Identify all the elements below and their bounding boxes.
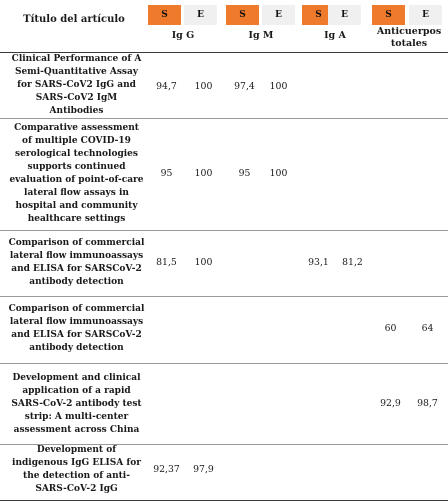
group-igg: Ig G bbox=[171, 30, 195, 41]
header-e-igm: E bbox=[262, 5, 295, 25]
header-e-iga: E bbox=[328, 5, 361, 25]
cell-2-igg-e: 100 bbox=[194, 168, 213, 179]
cell-2-igg-s: 95 bbox=[160, 168, 173, 179]
header-e-total: E bbox=[409, 5, 442, 25]
header-e-igg: E bbox=[184, 5, 217, 25]
group-iga: Ig A bbox=[324, 30, 346, 41]
cell-6-igg-s: 92,37 bbox=[153, 464, 180, 475]
cell-4-total-s: 60 bbox=[384, 323, 397, 334]
cell-4-total-e: 64 bbox=[421, 323, 434, 334]
group-total: Anticuerpos totales bbox=[376, 26, 442, 49]
cell-6-igg-e: 97,9 bbox=[193, 464, 214, 475]
row-title-3: Comparison of commercial lateral flow immunoassays and ELISA for SARSCoV-2 antibody detection bbox=[8, 238, 145, 287]
column-header-title: Título del artículo bbox=[23, 14, 125, 25]
row-divider bbox=[0, 296, 448, 297]
row-divider bbox=[0, 363, 448, 364]
row-title-2: Comparative assessment of multiple COVID-19 serological technologies supports continued evaluation of point-of-care lateral flow assays in hospital and community healthcare settings bbox=[9, 123, 144, 224]
cell-2-igm-s: 95 bbox=[238, 168, 251, 179]
cell-2-igm-e: 100 bbox=[269, 168, 288, 179]
header-s-iga: S bbox=[302, 5, 335, 25]
header-s-igg: S bbox=[148, 5, 181, 25]
cell-5-total-s: 92,9 bbox=[380, 398, 401, 409]
row-divider bbox=[0, 230, 448, 231]
row-title-6: Development of indigenous IgG ELISA for the detection of anti-SARS-CoV-2 IgG bbox=[12, 445, 141, 494]
row-title-4: Comparison of commercial lateral flow immunoassays and ELISA for SARSCoV-2 antibody detection bbox=[8, 304, 145, 353]
group-igm: Ig M bbox=[248, 30, 274, 41]
cell-1-igm-s: 97,4 bbox=[234, 81, 255, 92]
cell-3-iga-s: 93,1 bbox=[308, 257, 329, 268]
cell-1-igg-s: 94,7 bbox=[156, 81, 177, 92]
row-title-1: Clinical Performance of A Semi-Quantitative Assay for SARS-CoV2 IgG and SARS-CoV2 IgM Antibodies bbox=[11, 53, 142, 116]
cell-5-total-e: 98,7 bbox=[417, 398, 438, 409]
row-title-5: Development and clinical application of a rapid SARS-CoV-2 antibody test strip: A multi-center assessment across China bbox=[11, 372, 142, 435]
table-bottom-border bbox=[0, 500, 448, 501]
header-s-igm: S bbox=[226, 5, 259, 25]
header-s-total: S bbox=[372, 5, 405, 25]
cell-3-iga-e: 81,2 bbox=[342, 257, 363, 268]
cell-3-igg-s: 81,5 bbox=[156, 257, 177, 268]
row-divider bbox=[0, 118, 448, 119]
cell-1-igg-e: 100 bbox=[194, 81, 213, 92]
cell-1-igm-e: 100 bbox=[269, 81, 288, 92]
cell-3-igg-e: 100 bbox=[194, 257, 213, 268]
